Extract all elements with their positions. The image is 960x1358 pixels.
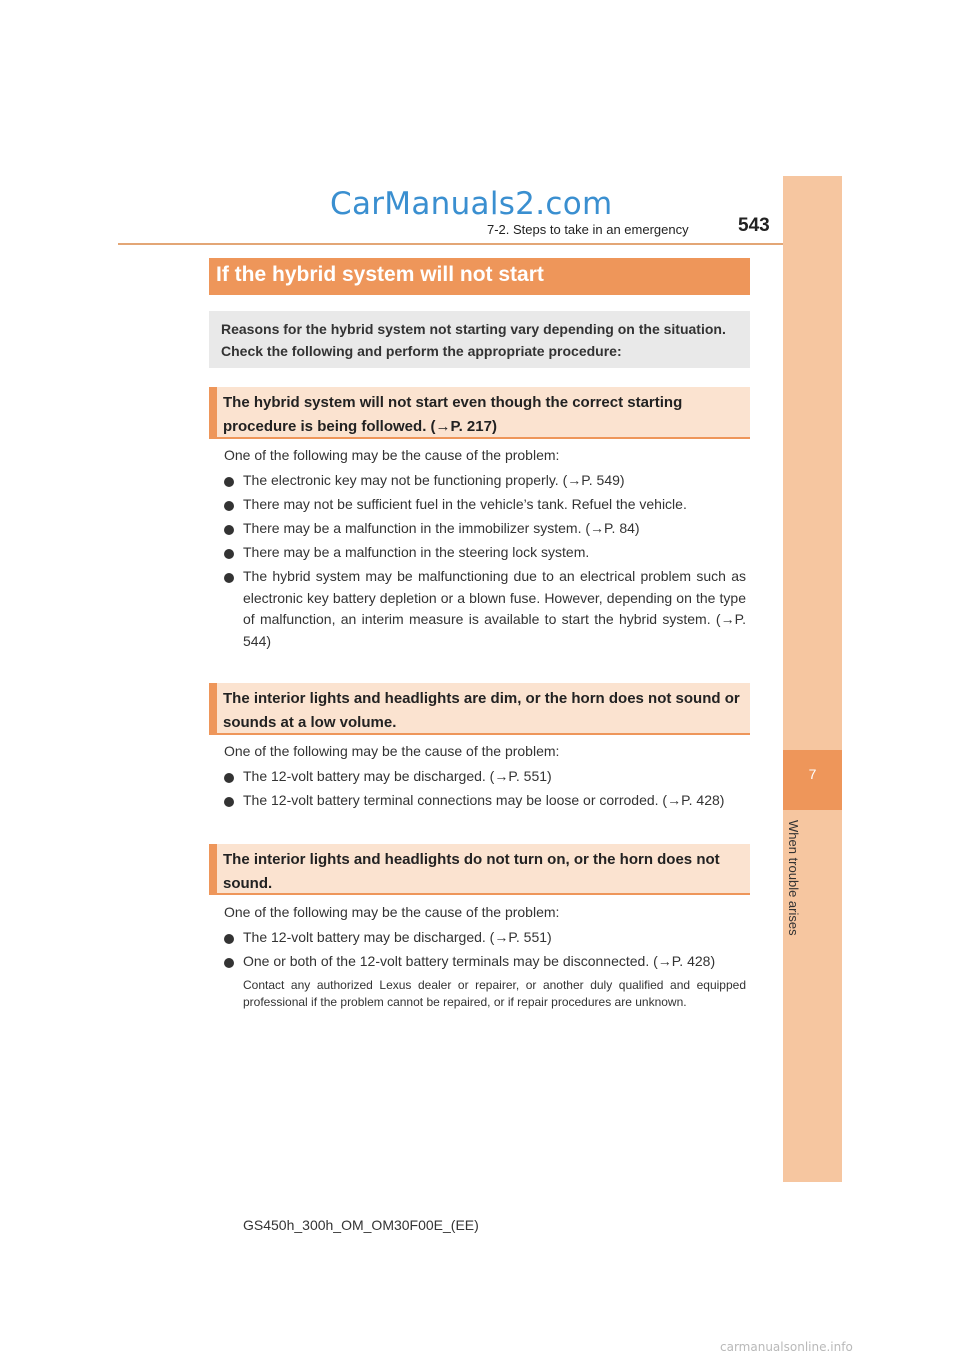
bullet-icon: [224, 573, 234, 583]
bullet-list-2: [222, 766, 746, 814]
bullet-icon: [224, 477, 234, 487]
bullet-icon: [224, 773, 234, 783]
page-title: If the hybrid system will not start: [209, 258, 750, 295]
subsection-heading-3: The interior lights and headlights do not turn on, or the horn does not sound.: [209, 844, 750, 895]
list-item: There may be a malfunction in the steering lock system.: [222, 542, 746, 564]
note-text: Contact any authorized Lexus dealer or repairer, or another duly qualified and equipped professional if the problem cannot be repaired, or if repair procedures are unknown.: [243, 978, 746, 1009]
list-item: The 12-volt battery may be discharged. (→P. 551): [222, 927, 746, 949]
subsection-lead-2: One of the following may be the cause of the problem:: [224, 743, 560, 759]
watermark-bottom: carmanualsonline.info: [720, 1340, 853, 1354]
list-item: The hybrid system may be malfunctioning due to an electrical problem such as electronic key battery depletion or a blown fuse. However, depending on the type of malfunction, an interim measure is available to start the hybrid system. (→P. 544): [222, 566, 746, 652]
chapter-number: 7: [808, 766, 817, 782]
subsection-lead-1: One of the following may be the cause of the problem:: [224, 447, 560, 463]
list-item: The 12-volt battery terminal connections may be loose or corroded. (→P. 428): [222, 790, 746, 812]
section-header: 7-2. Steps to take in an emergency: [487, 222, 689, 237]
header-divider: [118, 243, 841, 245]
watermark-logo: CarManuals2.com: [330, 186, 613, 222]
bullet-list-3: [222, 927, 746, 975]
intro-box: Reasons for the hybrid system not starting vary depending on the situation. Check the following and perform the appropriate procedure:: [209, 311, 750, 368]
list-item: The 12-volt battery may be discharged. (→P. 551): [222, 766, 746, 788]
bullet-icon: [224, 525, 234, 535]
bullet-icon: [224, 501, 234, 511]
page-number: 543: [738, 215, 770, 236]
bullet-icon: [224, 549, 234, 559]
bullet-icon: [224, 958, 234, 968]
bullet-icon: [224, 934, 234, 944]
list-item: The electronic key may not be functioning properly. (→P. 549): [222, 470, 746, 492]
bullet-icon: [224, 797, 234, 807]
list-item: One or both of the 12-volt battery terminals may be disconnected. (→P. 428): [222, 951, 746, 973]
list-item: There may be a malfunction in the immobilizer system. (→P. 84): [222, 518, 746, 540]
subsection-heading-1: The hybrid system will not start even though the correct starting procedure is being followed. (→P. 217): [209, 387, 750, 439]
subsection-heading-2: The interior lights and headlights are dim, or the horn does not sound or sounds at a low volume.: [209, 683, 750, 735]
chapter-side-tab: [783, 176, 842, 1182]
subsection-lead-3: One of the following may be the cause of the problem:: [224, 904, 560, 920]
list-item: There may not be sufficient fuel in the vehicle’s tank. Refuel the vehicle.: [222, 494, 746, 516]
chapter-title: When trouble arises: [786, 820, 801, 936]
bullet-list-1: [222, 470, 746, 655]
document-code: GS450h_300h_OM_OM30F00E_(EE): [243, 1217, 479, 1233]
